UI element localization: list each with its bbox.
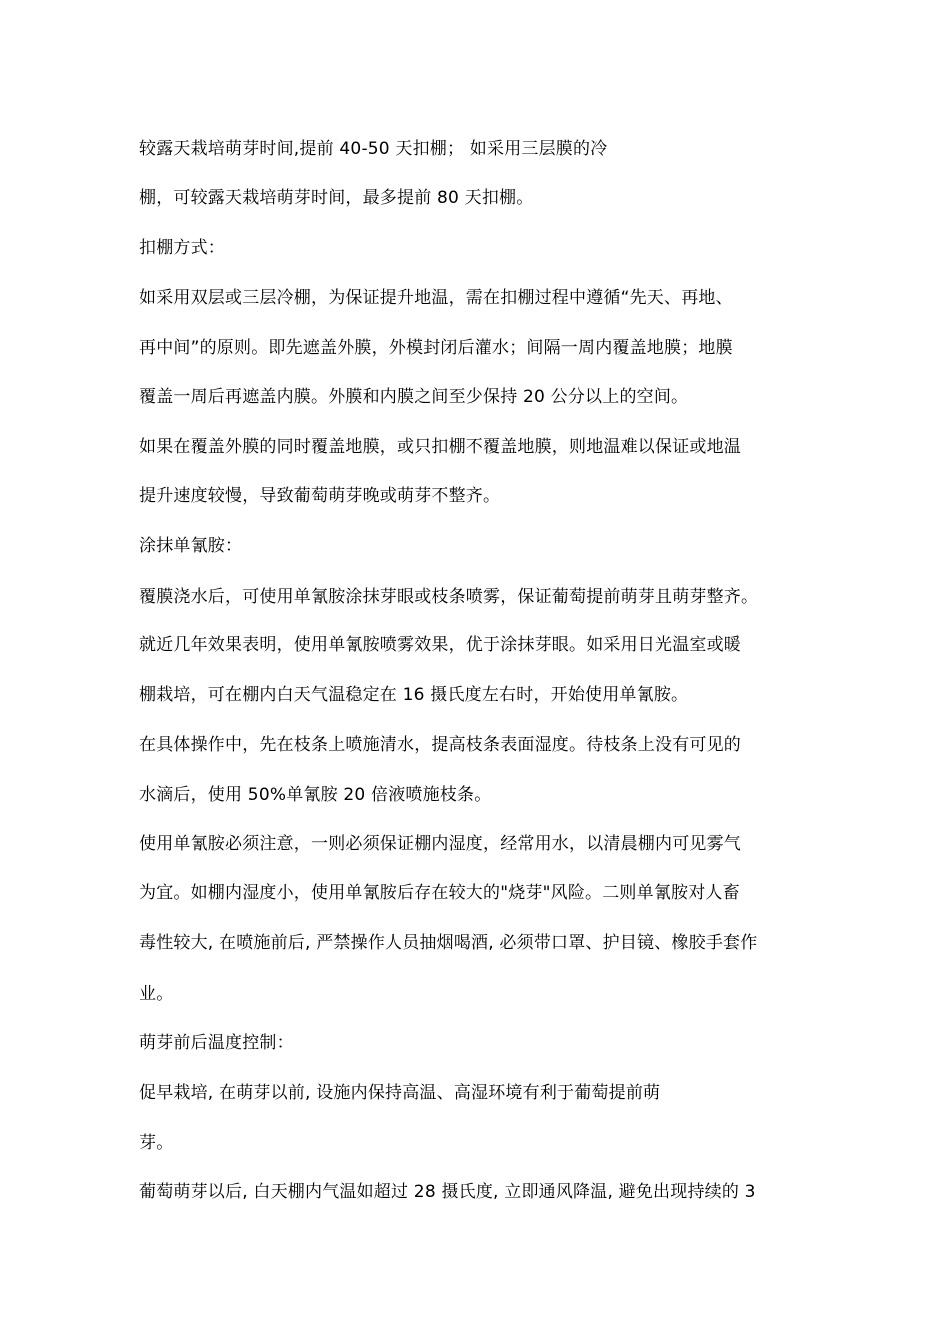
section-heading: 涂抹单氰胺：: [139, 536, 243, 556]
text-line: 如果在覆盖外膜的同时覆盖地膜，或只扣棚不覆盖地膜，则地温难以保证或地温: [139, 437, 741, 457]
text-line: 就近几年效果表明，使用单氰胺喷雾效果，优于涂抹芽眼。如采用日光温室或暖: [139, 635, 741, 655]
text-line: 在具体操作中，先在枝条上喷施清水，提高枝条表面湿度。待枝条上没有可见的: [139, 735, 741, 755]
text-line: 较露天栽培萌芽时间,提前 40-50 天扣棚； 如采用三层膜的冷: [139, 139, 608, 159]
text-line: 覆盖一周后再遮盖内膜。外膜和内膜之间至少保持 20 公分以上的空间。: [139, 387, 689, 407]
text-line: 棚，可较露天栽培萌芽时间，最多提前 80 天扣棚。: [139, 188, 534, 208]
text-line: 如采用双层或三层冷棚，为保证提升地温，需在扣棚过程中遵循“先天、再地、: [139, 288, 733, 308]
section-heading: 萌芽前后温度控制：: [139, 1033, 294, 1053]
text-line: 提升速度较慢，导致葡萄萌芽晚或萌芽不整齐。: [139, 486, 501, 506]
text-line: 水滴后，使用 50%单氰胺 20 倍液喷施枝条。: [139, 785, 492, 805]
text-line: 葡萄萌芽以后, 白天棚内气温如超过 28 摄氏度, 立即通风降温, 避免出现持续的 3: [139, 1182, 756, 1202]
text-line: 为宜。如棚内湿度小，使用单氰胺后存在较大的"烧芽"风险。二则单氰胺对人畜: [139, 883, 740, 903]
text-line: 使用单氰胺必须注意，一则必须保证棚内湿度，经常用水，以清晨棚内可见雾气: [139, 834, 741, 854]
text-line: 芽。: [139, 1133, 174, 1153]
text-line: 棚栽培，可在棚内白天气温稳定在 16 摄氏度左右时，开始使用单氰胺。: [139, 685, 689, 705]
text-line: 覆膜浇水后，可使用单氰胺涂抹芽眼或枝条喷雾，保证葡萄提前萌芽且萌芽整齐。: [139, 587, 759, 607]
text-line: 促早栽培, 在萌芽以前, 设施内保持高温、高湿环境有利于葡萄提前萌: [139, 1083, 661, 1103]
text-line: 业。: [139, 984, 174, 1004]
text-line: 再中间”的原则。即先遮盖外膜，外模封闭后灌水；间隔一周内覆盖地膜；地膜: [139, 338, 733, 358]
section-heading: 扣棚方式：: [139, 238, 225, 258]
text-line: 毒性较大, 在喷施前后, 严禁操作人员抽烟喝酒, 必须带口罩、护目镜、橡胶手套作: [139, 933, 758, 953]
